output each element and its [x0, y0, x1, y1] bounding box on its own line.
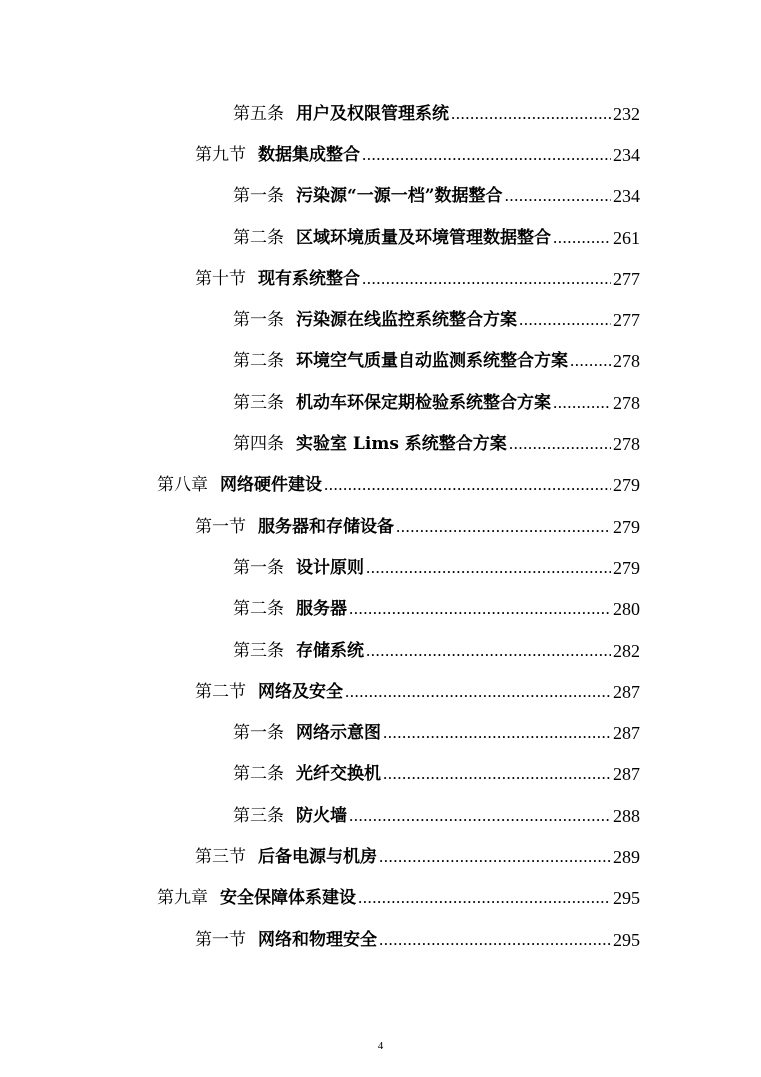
page-number: 4: [377, 1040, 384, 1052]
toc-entry-page: 277: [613, 268, 640, 289]
dot-leader: [366, 551, 611, 585]
toc-entry-prefix: 第三节: [195, 846, 246, 867]
toc-entry[interactable]: [0, 134, 761, 175]
dot-leader: [509, 427, 611, 461]
toc-entry[interactable]: [0, 465, 761, 506]
toc-entry-prefix: 第二条: [233, 351, 284, 372]
toc-entry-prefix: 第三条: [233, 392, 284, 413]
toc-entry-prefix: 第五条: [233, 103, 284, 124]
toc-entry-prefix: 第二条: [233, 764, 284, 785]
toc-entry[interactable]: [0, 630, 761, 671]
toc-entry[interactable]: [0, 176, 761, 217]
toc-entry-page: 287: [613, 723, 640, 744]
toc-entry[interactable]: [0, 547, 761, 588]
toc-entry[interactable]: [0, 423, 761, 464]
dot-leader: [553, 386, 611, 420]
toc-entry-title: 存储系统: [296, 640, 364, 661]
toc-entry-prefix: 第二条: [233, 227, 284, 248]
toc-entry-title: 网络和物理安全: [258, 929, 377, 950]
toc-entry-title: 数据集成整合: [258, 144, 360, 165]
dot-leader: [396, 510, 611, 544]
toc-entry-prefix: 第二节: [195, 681, 246, 702]
toc-entry-page: 234: [613, 186, 640, 207]
dot-leader: [383, 716, 611, 750]
toc-entry-prefix: 第八章: [157, 475, 208, 496]
toc-entry-page: 295: [613, 888, 640, 909]
toc-entry[interactable]: [0, 299, 761, 340]
dot-leader: [349, 799, 611, 833]
dot-leader: [358, 881, 611, 915]
toc-entry[interactable]: [0, 341, 761, 382]
table-of-contents: [0, 93, 761, 960]
toc-entry[interactable]: [0, 795, 761, 836]
dot-leader: [345, 675, 611, 709]
dot-leader: [451, 97, 611, 131]
toc-entry-prefix: 第九节: [195, 144, 246, 165]
toc-entry-prefix: 第二条: [233, 599, 284, 620]
toc-entry-prefix: 第四条: [233, 434, 284, 455]
toc-entry-title: 网络硬件建设: [220, 475, 322, 496]
toc-entry-page: 232: [613, 103, 640, 124]
toc-entry-prefix: 第一条: [233, 723, 284, 744]
toc-entry-title: 服务器: [296, 599, 347, 620]
dot-leader: [570, 344, 611, 378]
toc-entry-title: 设计原则: [296, 557, 364, 578]
toc-entry[interactable]: [0, 919, 761, 960]
toc-entry-prefix: 第一条: [233, 557, 284, 578]
toc-entry-title: 安全保障体系建设: [220, 888, 356, 909]
toc-entry-page: 280: [613, 599, 640, 620]
toc-entry-title: 现有系统整合: [258, 268, 360, 289]
toc-entry-title: 防火墙: [296, 805, 347, 826]
toc-entry-title: 网络及安全: [258, 681, 343, 702]
toc-entry-page: 282: [613, 640, 640, 661]
toc-entry[interactable]: [0, 836, 761, 877]
toc-entry-title: 用户及权限管理系统: [296, 103, 449, 124]
toc-entry-page: 287: [613, 681, 640, 702]
toc-entry-prefix: 第一节: [195, 929, 246, 950]
toc-entry[interactable]: [0, 671, 761, 712]
toc-entry-page: 278: [613, 434, 640, 455]
toc-entry-page: 279: [613, 475, 640, 496]
toc-entry-page: 289: [613, 846, 640, 867]
toc-entry-prefix: 第一节: [195, 516, 246, 537]
toc-entry-prefix: 第一条: [233, 310, 284, 331]
toc-entry-title: 机动车环保定期检验系统整合方案: [296, 392, 551, 413]
toc-entry-page: 279: [613, 557, 640, 578]
dot-leader: [366, 634, 611, 668]
dot-leader: [379, 840, 611, 874]
toc-entry[interactable]: [0, 506, 761, 547]
toc-entry-prefix: 第三条: [233, 640, 284, 661]
toc-entry[interactable]: [0, 878, 761, 919]
toc-entry-title: 污染源在线监控系统整合方案: [296, 310, 517, 331]
toc-entry-prefix: 第九章: [157, 888, 208, 909]
toc-entry-title: 后备电源与机房: [258, 846, 377, 867]
dot-leader: [349, 592, 611, 626]
toc-entry-page: 287: [613, 764, 640, 785]
toc-entry-page: 288: [613, 805, 640, 826]
toc-entry-page: 295: [613, 929, 640, 950]
dot-leader: [383, 757, 611, 791]
dot-leader: [379, 923, 611, 957]
toc-entry-title: 光纤交换机: [296, 764, 381, 785]
toc-entry-page: 277: [613, 310, 640, 331]
toc-entry-prefix: 第一条: [233, 186, 284, 207]
dot-leader: [505, 179, 611, 213]
dot-leader: [362, 262, 611, 296]
toc-entry-page: 278: [613, 392, 640, 413]
toc-entry-title: 环境空气质量自动监测系统整合方案: [296, 351, 568, 372]
toc-entry-title: 区域环境质量及环境管理数据整合: [296, 227, 551, 248]
toc-entry-page: 278: [613, 351, 640, 372]
toc-entry-title: 网络示意图: [296, 723, 381, 744]
toc-entry-title: 服务器和存储设备: [258, 516, 394, 537]
toc-entry[interactable]: [0, 712, 761, 753]
toc-entry-prefix: 第三条: [233, 805, 284, 826]
toc-entry[interactable]: [0, 217, 761, 258]
dot-leader: [519, 303, 611, 337]
toc-entry[interactable]: [0, 754, 761, 795]
dot-leader: [324, 468, 611, 502]
toc-entry-page: 261: [613, 227, 640, 248]
toc-entry[interactable]: [0, 93, 761, 134]
toc-entry[interactable]: [0, 589, 761, 630]
toc-entry-title: 实验室 Lims 系统整合方案: [296, 434, 507, 455]
toc-entry-prefix: 第十节: [195, 268, 246, 289]
toc-entry-page: 234: [613, 144, 640, 165]
dot-leader: [362, 138, 611, 172]
toc-entry-page: 279: [613, 516, 640, 537]
dot-leader: [553, 221, 611, 255]
toc-entry-title: 污染源“一源一档”数据整合: [296, 186, 503, 207]
toc-entry[interactable]: [0, 382, 761, 423]
toc-entry[interactable]: [0, 258, 761, 299]
